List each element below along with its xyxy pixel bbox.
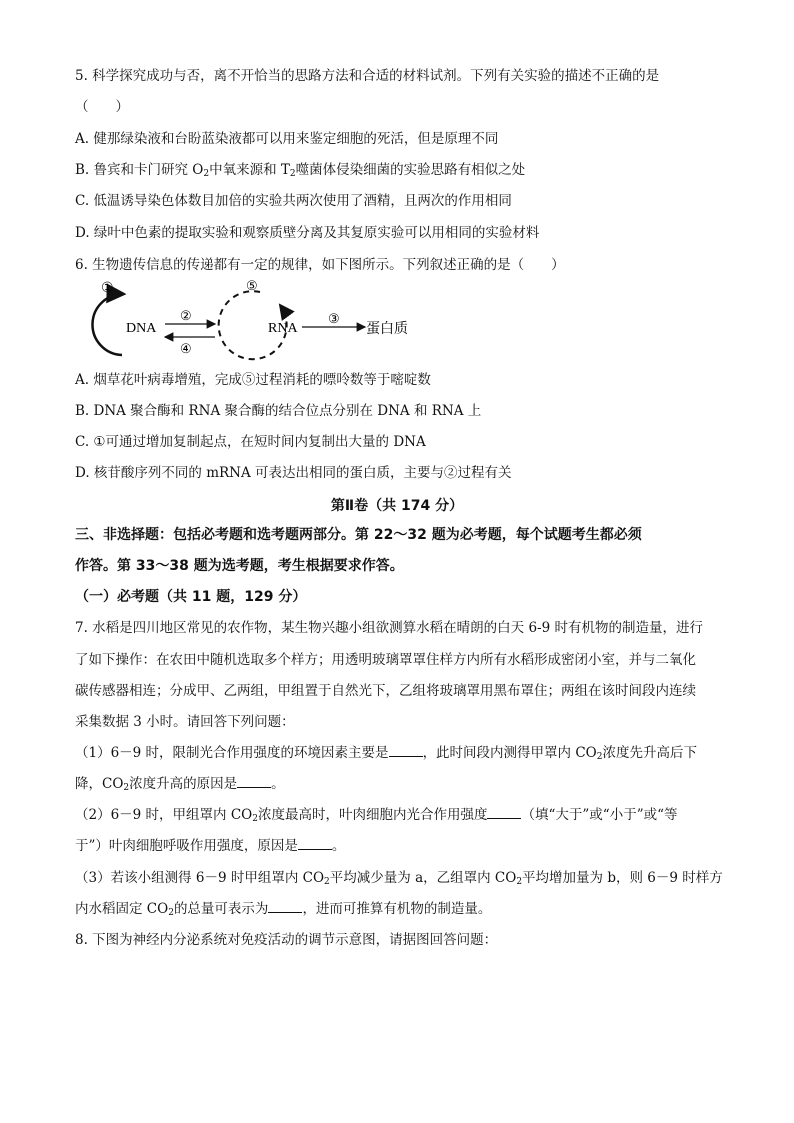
q6-option-a: A. 烟草花叶病毒增殖，完成⑤过程消耗的嘌呤数等于嘧啶数 [75,372,431,388]
q7-text-line1: 7. 水稻是四川地区常见的农作物，某生物兴趣小组欲测算水稻在晴朗的白天 6-9 时有机物的制造量，进行 [75,620,703,636]
q6-option-b: B. DNA 聚合酶和 RNA 聚合酶的结合位点分别在 DNA 和 RNA 上 [75,403,482,419]
q5-answer-paren: （ ） [75,99,129,115]
q5-option-a: A. 健那绿染液和台盼蓝染液都可以用来鉴定细胞的死活，但是原理不同 [75,131,499,147]
step2-label: ② [180,308,192,323]
required-questions-title: （一）必考题（共 11 题，129 分） [75,589,307,605]
q6-stem: 6. 生物遗传信息的传递都有一定的规律，如下图所示。下列叙述正确的是（ ） [75,257,565,273]
q7-part3-line2: 内水稻固定 $CO_2$的总量可表示为 ，进而可推算有机物的制造量。 [75,901,492,918]
answer-blank[interactable] [268,900,302,913]
q7-text-line3: 碳传感器相连；分成甲、乙两组，甲组置于自然光下，乙组将玻璃罩用黑布罩住；两组在该时间段内连续 [75,683,696,699]
q6-option-d: D. 核苷酸序列不同的 mRNA 可表达出相同的蛋白质，主要与②过程有关 [75,465,512,481]
step1-label: ① [101,281,114,296]
q7-part1-line2: 降，$CO_2$浓度升高的原因是 。 [75,776,285,793]
protein-label: 蛋白质 [366,322,408,337]
answer-blank[interactable] [487,806,521,819]
q5-option-c: C. 低温诱导染色体数目加倍的实验共两次使用了酒精，且两次的作用相同 [75,193,512,209]
replication-loop-arrow [92,294,124,355]
q7-part1-line1: （1）6－9 时，限制光合作用强度的环境因素主要是 ，此时间段内测得甲罩内 $CO_2$浓度先升高后下 [75,745,697,762]
genetic-info-flow-diagram [70,275,430,365]
answer-blank[interactable] [389,744,423,757]
answer-blank[interactable] [237,775,271,788]
section2-instruction-line2: 作答。第 33～38 题为选考题，考生根据要求作答。 [75,558,404,574]
section2-instruction-line1: 三、非选择题：包括必考题和选考题两部分。第 22～32 题为必考题，每个试题考生都必须 [75,527,642,543]
q5-option-d: D. 绿叶中色素的提取实验和观察质壁分离及其复原实验可以用相同的实验材料 [75,225,540,241]
q6-option-c: C. ①可通过增加复制起点，在短时间内复制出大量的 DNA [75,434,426,450]
dna-label: DNA [126,321,157,336]
answer-blank[interactable] [298,837,332,850]
step3-label: ③ [328,311,340,326]
rna-label: RNA [268,321,298,336]
step5-label: ⑤ [246,278,258,293]
q8-stem: 8. 下图为神经内分泌系统对免疫活动的调节示意图，请据图回答问题： [75,932,498,948]
section2-title: 第Ⅱ卷（共 174 分） [330,498,464,514]
q7-text-line4: 采集数据 3 小时。请回答下列问题： [75,714,295,730]
q5-option-b: B. 鲁宾和卡门研究 $O_2$中氧来源和 $T_2$噬菌体侵染细菌的实验思路有相似之处 [75,162,526,179]
q5-stem: 5. 科学探究成功与否，离不开恰当的思路方法和合适的材料试剂。下列有关实验的描述不正确的是 [75,68,660,84]
step4-label: ④ [180,341,192,356]
q7-part2-line2: 于”）叶肉细胞呼吸作用强度，原因是 。 [75,838,346,854]
q7-part2-line1: （2）6－9 时，甲组罩内 $CO_2$浓度最高时，叶肉细胞内光合作用强度 （填“大于”或“小于”或“等 [75,807,678,824]
q7-text-line2: 了如下操作：在农田中随机选取多个样方；用透明玻璃罩罩住样方内所有水稻形成密闭小室，并与二氧化 [75,652,696,668]
q7-part3-line1: （3）若该小组测得 6－9 时甲组罩内 $CO_2$平均减少量为 a，乙组罩内 $CO_2$平均增加量为 b，则 6－9 时样方 [75,870,723,887]
